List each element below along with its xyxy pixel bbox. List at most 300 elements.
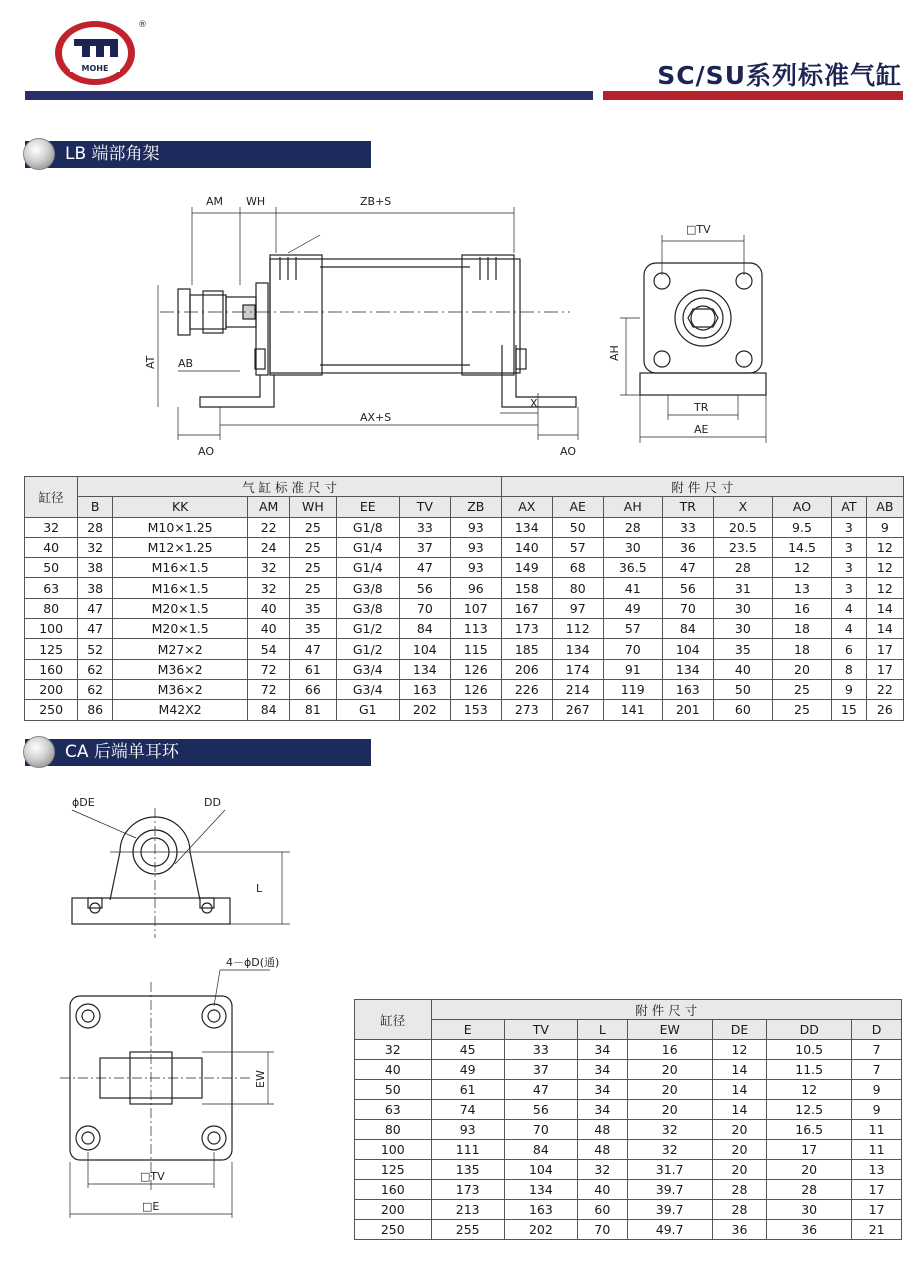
column-header: AB: [866, 497, 903, 517]
column-header: AT: [832, 497, 867, 517]
ca-dimension-table: [354, 999, 902, 1240]
table-cell: 34: [577, 1080, 627, 1100]
table-cell: 160: [25, 659, 78, 679]
table-cell: 36: [767, 1220, 852, 1240]
table-cell: 206: [501, 659, 552, 679]
table-cell: 63: [25, 578, 78, 598]
table-cell: 47: [399, 558, 450, 578]
table-cell: G3/8: [336, 578, 399, 598]
table-cell: 48: [577, 1140, 627, 1160]
dim-wh: WH: [246, 195, 266, 208]
table-cell: 17: [866, 639, 903, 659]
table-cell: 20: [772, 659, 831, 679]
table-cell: G1/2: [336, 619, 399, 639]
table-cell: 40: [355, 1060, 432, 1080]
table-cell: 52: [78, 639, 113, 659]
lb-dimension-table: [24, 476, 904, 721]
table-cell: 10.5: [767, 1040, 852, 1060]
table-cell: 33: [662, 517, 713, 537]
column-header: X: [713, 497, 772, 517]
table-cell: 61: [431, 1080, 504, 1100]
table-cell: 25: [290, 517, 337, 537]
table-cell: G3/4: [336, 659, 399, 679]
table-cell: 28: [78, 517, 113, 537]
table-cell: 126: [450, 659, 501, 679]
table-cell: 36.5: [603, 558, 662, 578]
table-cell: 84: [399, 619, 450, 639]
table-cell: 31: [713, 578, 772, 598]
table-row: [25, 598, 904, 618]
bullet-icon: [23, 138, 55, 170]
table-cell: 17: [852, 1200, 902, 1220]
table-cell: 34: [577, 1040, 627, 1060]
table-cell: 9.5: [772, 517, 831, 537]
table-row: [355, 1040, 902, 1060]
table-cell: 84: [662, 619, 713, 639]
table-cell: 25: [772, 700, 831, 720]
table-cell: 200: [25, 679, 78, 699]
table-cell: 273: [501, 700, 552, 720]
lb-side-view-drawing: [130, 185, 630, 460]
table-cell: 134: [662, 659, 713, 679]
table-cell: 32: [25, 517, 78, 537]
table-cell: 38: [78, 558, 113, 578]
table-cell: M10×1.25: [112, 517, 247, 537]
table-cell: G1: [336, 700, 399, 720]
table-row: [355, 1120, 902, 1140]
table-row: [25, 558, 904, 578]
table-cell: 14: [866, 619, 903, 639]
table-cell: 201: [662, 700, 713, 720]
table-cell: 39.7: [627, 1180, 712, 1200]
table-cell: 28: [603, 517, 662, 537]
ca-top-view-drawing: [50, 952, 300, 1232]
column-header: L: [577, 1020, 627, 1040]
table-cell: 214: [552, 679, 603, 699]
table-row: [355, 1220, 902, 1240]
column-header: WH: [290, 497, 337, 517]
table-cell: 119: [603, 679, 662, 699]
table-cell: 3: [832, 578, 867, 598]
table-cell: 45: [431, 1040, 504, 1060]
table-cell: 135: [431, 1160, 504, 1180]
table-row: [25, 700, 904, 720]
table-cell: 49: [431, 1060, 504, 1080]
table-cell: 61: [290, 659, 337, 679]
table-cell: 23.5: [713, 537, 772, 557]
dim-e: □E: [142, 1200, 160, 1213]
table-cell: 9: [852, 1080, 902, 1100]
table-cell: 17: [852, 1180, 902, 1200]
table-cell: 134: [501, 517, 552, 537]
section-title-ca: CA 后端单耳环: [65, 742, 179, 762]
table-cell: 36: [662, 537, 713, 557]
table-cell: 80: [552, 578, 603, 598]
table-cell: M42X2: [112, 700, 247, 720]
table-cell: 70: [504, 1120, 577, 1140]
table-cell: G1/2: [336, 639, 399, 659]
column-header: KK: [112, 497, 247, 517]
table-cell: 33: [399, 517, 450, 537]
table-cell: 32: [355, 1040, 432, 1060]
dim-ew: EW: [254, 1070, 267, 1088]
table-cell: 104: [399, 639, 450, 659]
table-cell: M16×1.5: [112, 578, 247, 598]
table-cell: 173: [431, 1180, 504, 1200]
table-cell: M20×1.5: [112, 598, 247, 618]
column-header: TR: [662, 497, 713, 517]
table-cell: 20: [627, 1060, 712, 1080]
table-cell: 17: [866, 659, 903, 679]
table-cell: 40: [713, 659, 772, 679]
column-header: D: [852, 1020, 902, 1040]
dim-tr: TR: [694, 401, 709, 414]
table-cell: 15: [832, 700, 867, 720]
table-cell: 12: [866, 537, 903, 557]
table-cell: 174: [552, 659, 603, 679]
column-header: DD: [767, 1020, 852, 1040]
table-row: [25, 517, 904, 537]
table-cell: 12: [866, 578, 903, 598]
dim-at: AT: [144, 355, 157, 369]
table-cell: 3: [832, 517, 867, 537]
table-cell: 50: [25, 558, 78, 578]
table-cell: 141: [603, 700, 662, 720]
table-cell: 93: [450, 558, 501, 578]
table-cell: 40: [25, 537, 78, 557]
group-header-cylinder: 气 缸 标 准 尺 寸: [78, 477, 501, 497]
table-cell: 167: [501, 598, 552, 618]
table-cell: 17: [767, 1140, 852, 1160]
column-header: EW: [627, 1020, 712, 1040]
table-cell: 47: [78, 619, 113, 639]
table-cell: 50: [552, 517, 603, 537]
bore-header: 缸径: [25, 477, 78, 518]
column-header: ZB: [450, 497, 501, 517]
table-cell: 63: [355, 1100, 432, 1120]
table-cell: 30: [603, 537, 662, 557]
table-cell: 3: [832, 558, 867, 578]
table-cell: 202: [399, 700, 450, 720]
table-cell: 153: [450, 700, 501, 720]
group-header-accessory: 附 件 尺 寸: [431, 1000, 901, 1020]
table-cell: M12×1.25: [112, 537, 247, 557]
table-row: [25, 578, 904, 598]
table-cell: 9: [866, 517, 903, 537]
table-cell: G1/8: [336, 517, 399, 537]
table-cell: M36×2: [112, 659, 247, 679]
table-cell: 12: [712, 1040, 767, 1060]
table-cell: 14: [712, 1080, 767, 1100]
table-row: [355, 1140, 902, 1160]
table-cell: 47: [662, 558, 713, 578]
table-cell: 62: [78, 659, 113, 679]
column-header: DE: [712, 1020, 767, 1040]
table-cell: 22: [248, 517, 290, 537]
table-cell: M20×1.5: [112, 619, 247, 639]
table-cell: 70: [662, 598, 713, 618]
table-cell: 226: [501, 679, 552, 699]
table-cell: 140: [501, 537, 552, 557]
column-header: AH: [603, 497, 662, 517]
table-row: [355, 1060, 902, 1080]
table-cell: 80: [25, 598, 78, 618]
table-cell: M36×2: [112, 679, 247, 699]
table-cell: 8: [832, 659, 867, 679]
table-cell: 9: [852, 1100, 902, 1120]
section-title-lb: LB 端部角架: [65, 144, 160, 164]
lb-end-view-drawing: [600, 215, 780, 445]
table-cell: 66: [290, 679, 337, 699]
table-cell: 47: [504, 1080, 577, 1100]
header-bar-red: [603, 91, 903, 100]
section-header-lb: [25, 141, 371, 168]
svg-text:®: ®: [138, 20, 147, 30]
table-cell: 54: [248, 639, 290, 659]
table-cell: 32: [248, 578, 290, 598]
table-cell: 32: [627, 1140, 712, 1160]
table-cell: 28: [712, 1200, 767, 1220]
table-row: [25, 619, 904, 639]
table-cell: M16×1.5: [112, 558, 247, 578]
column-header: AM: [248, 497, 290, 517]
logo-text: MOHE: [81, 64, 109, 73]
table-cell: 50: [713, 679, 772, 699]
table-cell: 32: [577, 1160, 627, 1180]
table-cell: 74: [431, 1100, 504, 1120]
table-cell: 134: [399, 659, 450, 679]
table-cell: 14: [866, 598, 903, 618]
table-cell: 125: [355, 1160, 432, 1180]
table-cell: 115: [450, 639, 501, 659]
table-cell: 149: [501, 558, 552, 578]
table-cell: 72: [248, 679, 290, 699]
table-cell: 20: [712, 1140, 767, 1160]
table-cell: 32: [627, 1120, 712, 1140]
table-cell: 31.7: [627, 1160, 712, 1180]
group-header-accessory: 附 件 尺 寸: [501, 477, 903, 497]
table-cell: 200: [355, 1200, 432, 1220]
table-cell: 60: [713, 700, 772, 720]
table-cell: 163: [662, 679, 713, 699]
table-cell: 41: [603, 578, 662, 598]
dim-l: L: [256, 882, 263, 895]
table-cell: 56: [399, 578, 450, 598]
ca-front-view-drawing: [50, 788, 300, 940]
dim-ao-rear: AO: [560, 445, 576, 458]
table-cell: 12: [772, 558, 831, 578]
page-title: SC/SU系列标准气缸: [657, 61, 902, 90]
table-cell: 72: [248, 659, 290, 679]
table-cell: 70: [577, 1220, 627, 1240]
column-header: AO: [772, 497, 831, 517]
table-cell: 7: [852, 1040, 902, 1060]
dim-ae: AE: [694, 423, 709, 436]
table-cell: 3: [832, 537, 867, 557]
column-header: E: [431, 1020, 504, 1040]
table-cell: 40: [248, 598, 290, 618]
table-cell: 134: [504, 1180, 577, 1200]
dim-de: ϕDE: [72, 796, 95, 809]
table-cell: 20: [627, 1080, 712, 1100]
table-cell: 107: [450, 598, 501, 618]
dim-ab: AB: [178, 357, 194, 370]
column-header: AX: [501, 497, 552, 517]
table-cell: 12.5: [767, 1100, 852, 1120]
table-cell: 14: [712, 1100, 767, 1120]
table-row: [355, 1080, 902, 1100]
table-cell: 6: [832, 639, 867, 659]
column-header: TV: [504, 1020, 577, 1040]
table-row: [25, 679, 904, 699]
table-cell: 18: [772, 619, 831, 639]
table-cell: 28: [767, 1180, 852, 1200]
table-cell: 20.5: [713, 517, 772, 537]
table-cell: 163: [504, 1200, 577, 1220]
table-cell: 14.5: [772, 537, 831, 557]
table-cell: 13: [772, 578, 831, 598]
table-cell: G1/4: [336, 537, 399, 557]
table-cell: 56: [662, 578, 713, 598]
table-cell: 160: [355, 1180, 432, 1200]
table-cell: 28: [712, 1180, 767, 1200]
table-cell: 16.5: [767, 1120, 852, 1140]
table-cell: 4: [832, 619, 867, 639]
table-cell: 70: [603, 639, 662, 659]
table-cell: 49: [603, 598, 662, 618]
table-cell: 30: [767, 1200, 852, 1220]
table-cell: 112: [552, 619, 603, 639]
table-cell: 40: [577, 1180, 627, 1200]
table-cell: 34: [577, 1060, 627, 1080]
table-cell: 22: [866, 679, 903, 699]
table-row: [25, 537, 904, 557]
dim-zbs: ZB+S: [360, 195, 392, 208]
table-cell: 40: [248, 619, 290, 639]
table-cell: 104: [504, 1160, 577, 1180]
dim-ao-front: AO: [198, 445, 214, 458]
table-cell: 20: [712, 1160, 767, 1180]
table-cell: 93: [431, 1120, 504, 1140]
table-cell: 80: [355, 1120, 432, 1140]
dim-holes: 4－ϕD(通): [226, 956, 280, 969]
table-cell: 11: [852, 1140, 902, 1160]
table-cell: 113: [450, 619, 501, 639]
bore-header: 缸径: [355, 1000, 432, 1040]
table-cell: 93: [450, 517, 501, 537]
table-cell: 62: [78, 679, 113, 699]
table-cell: 36: [712, 1220, 767, 1240]
table-cell: 84: [248, 700, 290, 720]
table-cell: 163: [399, 679, 450, 699]
table-cell: M27×2: [112, 639, 247, 659]
table-cell: 60: [577, 1200, 627, 1220]
table-row: [355, 1100, 902, 1120]
table-cell: 173: [501, 619, 552, 639]
table-cell: 47: [78, 598, 113, 618]
table-cell: 202: [504, 1220, 577, 1240]
table-cell: 57: [552, 537, 603, 557]
table-cell: 11: [852, 1120, 902, 1140]
dim-dd: DD: [204, 796, 221, 809]
table-cell: 30: [713, 598, 772, 618]
dim-ah: AH: [608, 345, 621, 361]
header-bar-navy: [25, 91, 593, 100]
mohe-logo: [52, 17, 147, 87]
table-cell: 104: [662, 639, 713, 659]
table-cell: 12: [866, 558, 903, 578]
table-cell: 30: [713, 619, 772, 639]
table-cell: 13: [852, 1160, 902, 1180]
table-cell: 32: [248, 558, 290, 578]
table-row: [355, 1180, 902, 1200]
table-cell: 57: [603, 619, 662, 639]
table-cell: 25: [290, 578, 337, 598]
table-row: [25, 659, 904, 679]
table-cell: 255: [431, 1220, 504, 1240]
column-header: AE: [552, 497, 603, 517]
table-cell: 70: [399, 598, 450, 618]
table-cell: 33: [504, 1040, 577, 1060]
table-cell: 37: [504, 1060, 577, 1080]
column-header: B: [78, 497, 113, 517]
table-cell: 35: [713, 639, 772, 659]
table-row: [25, 639, 904, 659]
table-cell: 68: [552, 558, 603, 578]
table-cell: G3/8: [336, 598, 399, 618]
table-cell: 47: [290, 639, 337, 659]
column-header: TV: [399, 497, 450, 517]
dim-axs: AX+S: [360, 411, 392, 424]
table-cell: 25: [290, 558, 337, 578]
table-cell: 38: [78, 578, 113, 598]
table-cell: 97: [552, 598, 603, 618]
table-cell: 48: [577, 1120, 627, 1140]
table-cell: 125: [25, 639, 78, 659]
table-cell: 81: [290, 700, 337, 720]
table-cell: 49.7: [627, 1220, 712, 1240]
table-cell: 9: [832, 679, 867, 699]
table-cell: 16: [772, 598, 831, 618]
table-cell: 213: [431, 1200, 504, 1220]
table-cell: 134: [552, 639, 603, 659]
table-cell: 50: [355, 1080, 432, 1100]
table-cell: 4: [832, 598, 867, 618]
table-cell: 126: [450, 679, 501, 699]
table-cell: 86: [78, 700, 113, 720]
table-cell: 35: [290, 598, 337, 618]
dim-tv: □TV: [686, 223, 711, 236]
table-cell: G1/4: [336, 558, 399, 578]
table-cell: 16: [627, 1040, 712, 1060]
table-cell: 14: [712, 1060, 767, 1080]
table-cell: 12: [767, 1080, 852, 1100]
table-cell: 32: [78, 537, 113, 557]
table-cell: 185: [501, 639, 552, 659]
table-cell: 20: [712, 1120, 767, 1140]
table-cell: 93: [450, 537, 501, 557]
table-cell: 250: [25, 700, 78, 720]
table-cell: 37: [399, 537, 450, 557]
table-cell: G3/4: [336, 679, 399, 699]
table-cell: 28: [713, 558, 772, 578]
table-cell: 91: [603, 659, 662, 679]
table-cell: 34: [577, 1100, 627, 1120]
table-cell: 20: [627, 1100, 712, 1120]
table-cell: 111: [431, 1140, 504, 1160]
table-cell: 11.5: [767, 1060, 852, 1080]
table-cell: 100: [355, 1140, 432, 1160]
